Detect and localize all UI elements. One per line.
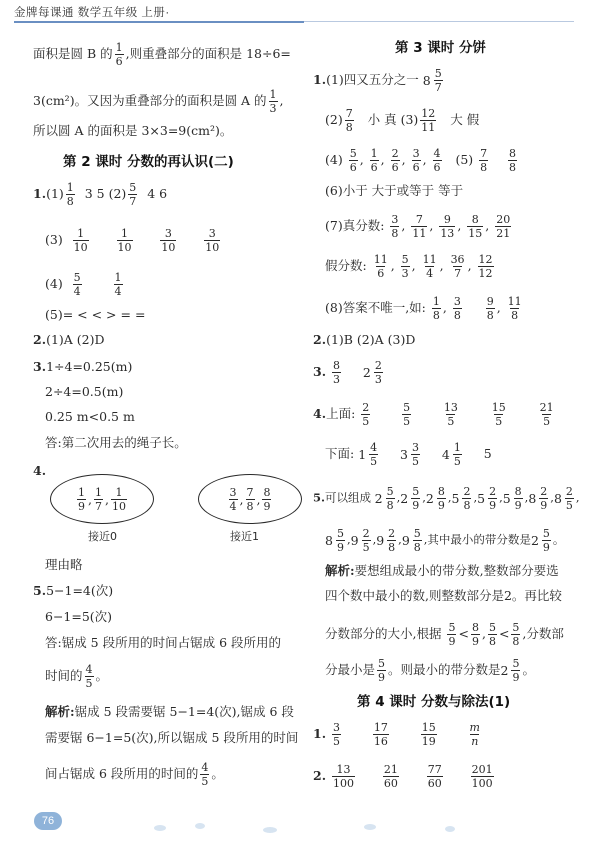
fraction: $\frac{3}{6}$ bbox=[412, 147, 420, 174]
r-q1-row-6: (6)小于 大于或等于 等于 bbox=[325, 183, 464, 198]
q1-row-4: (4) $\frac{5}{4}$ $\frac{1}{4}$ bbox=[45, 271, 122, 298]
intro-line-2: 3(cm²)。又因为重叠部分的面积是圆 A 的 $\frac{1}{3}$ , bbox=[33, 88, 284, 115]
section-title-lesson-2: 第 2 课时 分数的再认识(二) bbox=[63, 154, 234, 170]
fraction: $\frac{21}{5}$ bbox=[539, 401, 554, 428]
q5-line-4: 时间的 $\frac{4}{5}$ 。 bbox=[45, 663, 109, 690]
fraction: $\frac{36}{7}$ bbox=[450, 253, 465, 280]
q5-analysis-2: 需要锯 6−1=5(次),所以锯成 5 段所用的时间 bbox=[45, 730, 299, 745]
oval-caption-zero: 接近0 bbox=[88, 530, 117, 543]
mixed-number: 4 $\frac{1}{5}$ bbox=[441, 441, 461, 468]
fraction: $\frac{12}{12}$ bbox=[478, 253, 493, 280]
r-q4-top: 4.上面: $\frac{2}{5}$ $\frac{5}{5}$ $\frac{13}{5}$ $\frac{15}{5}$ $\frac{21}{5}$ bbox=[313, 401, 554, 428]
fraction: $\frac{3}{8}$ bbox=[453, 295, 461, 322]
page-header bbox=[0, 0, 590, 22]
q3-line-2: 2÷4=0.5(m) bbox=[45, 384, 124, 399]
fraction: $\frac{5}{3}$ bbox=[401, 253, 409, 280]
fraction: $\frac{8}{15}$ bbox=[468, 213, 483, 240]
q1-row-3: (3) $\frac{1}{10}$ $\frac{1}{10}$ $\frac{3}{10}$ $\frac{3}{10}$ bbox=[45, 227, 220, 254]
section-title-lesson-4: 第 4 课时 分数与除法(1) bbox=[357, 694, 511, 710]
fraction: $\frac{8}{9}$ bbox=[263, 485, 271, 513]
fraction: $\frac{5}{7}$ bbox=[129, 181, 137, 208]
fraction: $\frac{11}{8}$ bbox=[507, 295, 522, 322]
r-q4-bottom: 下面: 1 $\frac{4}{5}$ 3 $\frac{3}{5}$ 4 $\frac{1}{5}$ 5 bbox=[325, 441, 492, 468]
footer-wave-icon bbox=[154, 823, 455, 833]
fraction: $\frac{20}{21}$ bbox=[496, 213, 511, 240]
mixed-number: 8 $\frac{5}{7}$ bbox=[422, 67, 442, 94]
q3-line-3: 0.25 m<0.5 m bbox=[45, 409, 135, 424]
mixed-number: 2 $\frac{2}{3}$ bbox=[362, 359, 382, 386]
fraction: $\frac{1}{10}$ bbox=[73, 227, 88, 254]
intro-line-1: 面积是圆 B 的 $\frac{1}{6}$ ,则重叠部分的面积是 18÷6= bbox=[33, 41, 291, 68]
q1-row-5: (5)= < < > = = bbox=[45, 307, 146, 322]
fraction: $\frac{12}{11}$ bbox=[421, 107, 436, 134]
r-q5-line-2: 8 $\frac{5}{9}$ , 9 $\frac{2}{5}$ , 9 $\frac{2}{8}$ , 9 $\frac{5}{8}$ ,其中最小的带分数是 2 $\frac{5}{9}$ 。 bbox=[325, 527, 565, 554]
r4-q1: 1. $\frac{3}{5}$ $\frac{17}{16}$ $\frac{15}{19}$ $\frac{m}{n}$ bbox=[313, 721, 480, 748]
q5-line-2: 6−1=5(次) bbox=[45, 609, 113, 624]
fraction: $\frac{8}{3}$ bbox=[333, 359, 341, 386]
fraction: $\frac{2}{6}$ bbox=[391, 147, 399, 174]
intro-line-3: 所以圆 A 的面积是 3×3=9(cm²)。 bbox=[33, 123, 233, 138]
fraction: $\frac{7}{8}$ bbox=[345, 107, 353, 134]
r-q1-row-2: (2) $\frac{7}{8}$ 小 真 (3) $\frac{12}{11}$ 大 假 bbox=[325, 107, 480, 134]
r-q3: 3. $\frac{8}{3}$ 2 $\frac{2}{3}$ bbox=[313, 360, 385, 385]
fraction: $\frac{3}{4}$ bbox=[229, 485, 237, 513]
fraction: $\frac{4}{5}$ bbox=[201, 761, 209, 788]
fraction: $\frac{7}{8}$ bbox=[480, 147, 488, 174]
fraction: $\frac{3}{8}$ bbox=[391, 213, 399, 240]
fraction: $\frac{11}{4}$ bbox=[422, 253, 437, 280]
q4-reason: 理由略 bbox=[45, 557, 83, 572]
r-q1-row-1: 1.(1)四又五分之一 8 $\frac{5}{7}$ bbox=[313, 68, 445, 93]
r-q2: 2.(1)B (2)A (3)D bbox=[313, 332, 416, 347]
r-q5-analysis-2: 四个数中最小的数,则整数部分是2。再比较 bbox=[325, 588, 562, 603]
fraction: $\frac{3}{10}$ bbox=[205, 227, 220, 254]
q5-line-1: 5.5−1=4(次) bbox=[33, 583, 114, 598]
fraction: $\frac{1}{10}$ bbox=[117, 227, 132, 254]
r-q1-row-8: (8)答案不唯一,如: $\frac{1}{8}$ , $\frac{3}{8}$ $\frac{9}{8}$ , $\frac{11}{8}$ bbox=[325, 295, 522, 322]
fraction: $\frac{11}{6}$ bbox=[373, 253, 388, 280]
header-title: 金牌每课通 数学五年级 上册· bbox=[14, 7, 170, 19]
fraction: $\frac{15}{5}$ bbox=[491, 401, 506, 428]
fraction: $\frac{9}{13}$ bbox=[440, 213, 455, 240]
q5-analysis-1: 解析:锯成 5 段需要锯 5−1=4(次),锯成 6 段 bbox=[45, 704, 294, 719]
fraction: $\frac{5}{4}$ bbox=[73, 271, 81, 298]
r-q5-line-1: 5.可以组成 2 $\frac{5}{8}$ , 2 $\frac{5}{9}$ , 2 $\frac{8}{9}$ , 5 $\frac{2}{8}$ , 5 $\frac{2}{9}$ , 5 $\frac{8}{9}$ , 8 $\frac{2}{9}$ , 8 $\frac{2}{5}$ , bbox=[313, 485, 580, 512]
mixed-number: 3 $\frac{3}{5}$ bbox=[400, 441, 419, 468]
q1-row-1: 1.(1) $\frac{1}{8}$ 3 5 (2) $\frac{5}{7}$ 4 6 bbox=[33, 181, 168, 208]
mixed-number: 1 $\frac{4}{5}$ bbox=[358, 441, 378, 468]
r-q1-row-7b: 假分数: $\frac{11}{6}$ , $\frac{5}{3}$ , $\frac{11}{4}$ , $\frac{36}{7}$ , $\frac{12}{12}$ bbox=[325, 253, 493, 280]
fraction: $\frac{1}{6}$ bbox=[370, 147, 378, 174]
fraction: $\frac{1}{4}$ bbox=[114, 271, 122, 298]
r-q5-analysis-4: 分最小是 $\frac{5}{9}$ 。则最小的带分数是 2 $\frac{5}{9}$ 。 bbox=[325, 657, 535, 684]
r-q1-row-7: (7)真分数: $\frac{3}{8}$ , $\frac{7}{11}$ , $\frac{9}{13}$ , $\frac{8}{15}$ , $\frac{20}{21}$ bbox=[325, 213, 511, 240]
footer-decoration bbox=[0, 800, 590, 846]
q4-label: 4. bbox=[33, 463, 47, 478]
fraction: $\frac{4}{6}$ bbox=[433, 147, 441, 174]
q3-line-1: 3.1÷4=0.25(m) bbox=[33, 359, 133, 374]
q5-analysis-3: 间占锯成 6 段所用的时间的 $\frac{4}{5}$ 。 bbox=[45, 761, 224, 788]
fraction: $\frac{1}{7}$ bbox=[95, 485, 102, 513]
fraction: $\frac{1}{6}$ bbox=[115, 41, 123, 68]
oval-near-one: $\frac{3}{4}$ , $\frac{7}{8}$ , $\frac{8}{9}$ bbox=[198, 474, 302, 524]
oval-caption-one: 接近1 bbox=[230, 530, 259, 543]
section-title-lesson-3: 第 3 课时 分饼 bbox=[395, 40, 486, 56]
fraction: $\frac{4}{5}$ bbox=[85, 663, 93, 690]
fraction: $\frac{9}{8}$ bbox=[486, 295, 494, 322]
r4-q2: 2. $\frac{13}{100}$ $\frac{21}{60}$ $\frac{77}{60}$ $\frac{201}{100}$ bbox=[313, 763, 493, 790]
fraction: $\frac{5}{5}$ bbox=[403, 401, 411, 428]
r-q5-analysis-3: 分数部分的大小,根据 $\frac{5}{9}$ < $\frac{8}{9}$ , $\frac{5}{8}$ < $\frac{5}{8}$ ,分数部 bbox=[325, 621, 564, 648]
oval-near-zero: $\frac{1}{9}$ , $\frac{1}{7}$ , $\frac{1}{10}$ bbox=[50, 474, 154, 524]
fraction: $\frac{8}{8}$ bbox=[509, 147, 517, 174]
fraction: $\frac{1}{3}$ bbox=[269, 88, 277, 115]
r-q5-analysis-1: 解析:要想组成最小的带分数,整数部分要选 bbox=[325, 563, 559, 578]
header-rule-right bbox=[304, 21, 574, 22]
fraction: $\frac{7}{11}$ bbox=[412, 213, 427, 240]
page-number: 76 bbox=[34, 812, 62, 830]
fraction: $\frac{7}{8}$ bbox=[246, 485, 254, 513]
fraction: $\frac{2}{5}$ bbox=[362, 401, 370, 428]
q3-answer: 答:第二次用去的绳子长。 bbox=[45, 435, 187, 450]
q5-line-3: 答:锯成 5 段所用的时间占锯成 6 段所用的 bbox=[45, 635, 282, 650]
fraction: $\frac{1}{8}$ bbox=[66, 181, 74, 208]
header-rule bbox=[14, 21, 304, 23]
fraction: $\frac{3}{10}$ bbox=[161, 227, 176, 254]
q2: 2.(1)A (2)D bbox=[33, 332, 105, 347]
fraction: $\frac{1}{9}$ bbox=[78, 485, 86, 513]
fraction: $\frac{1}{8}$ bbox=[432, 295, 440, 322]
r-q1-row-4: (4) $\frac{5}{6}$ , $\frac{1}{6}$ , $\frac{2}{6}$ , $\frac{3}{6}$ , $\frac{4}{6}$ (5) $\frac{7}{8}$ $\frac{8}{8}$ bbox=[325, 147, 517, 174]
fraction: $\frac{5}{6}$ bbox=[349, 147, 357, 174]
fraction: $\frac{1}{10}$ bbox=[111, 485, 126, 513]
fraction: $\frac{13}{5}$ bbox=[443, 401, 458, 428]
